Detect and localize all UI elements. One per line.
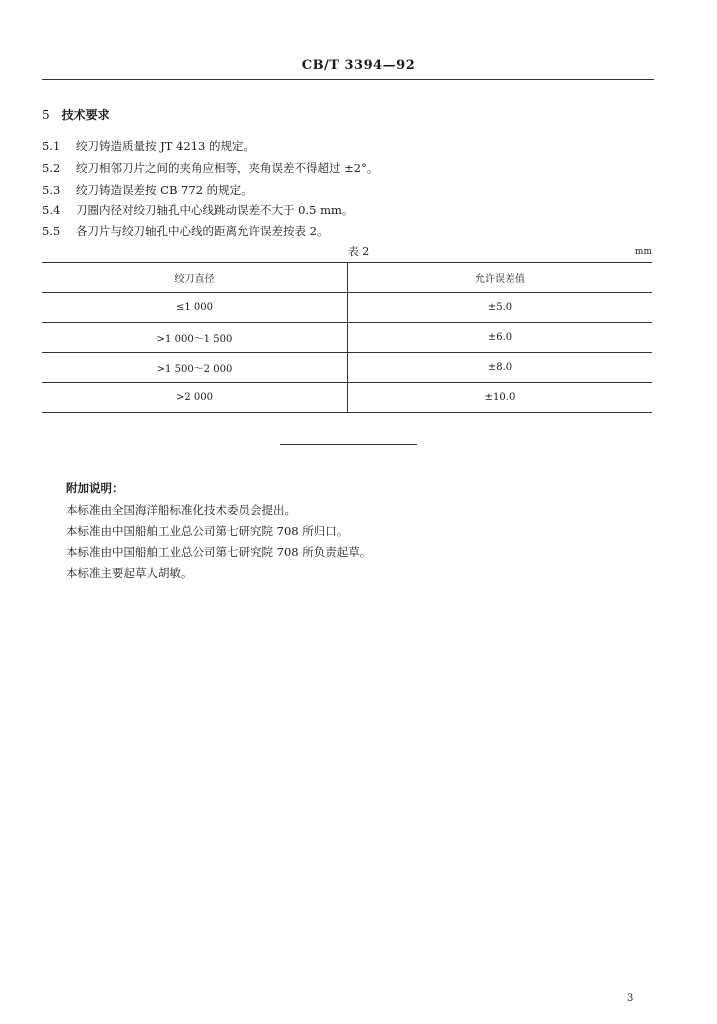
clause-5-3	[42, 182, 253, 198]
table-row	[42, 293, 652, 323]
clause-5-2	[42, 160, 378, 176]
note-line: 本标准由中国船舶工业总公司第七研究院 708 所归口。	[66, 524, 349, 538]
clause-text: 刀圈内径对绞刀轴孔中心线跳动误差不大于 0.5 mm。	[76, 203, 354, 217]
table-row	[42, 323, 652, 353]
cell-diameter: >1 500～2 000	[42, 353, 348, 383]
table-caption: 表 2	[347, 245, 370, 258]
clause-text: 绞刀铸造误差按 CB 772 的规定。	[76, 183, 253, 197]
page-number: 3	[627, 993, 634, 1004]
cell-tolerance: ±6.0	[487, 332, 513, 343]
cell-tolerance: ±10.0	[484, 392, 516, 403]
cell-diameter: >1 000～1 500	[42, 323, 348, 353]
document-header-title: CB/T 3394—92	[301, 58, 416, 73]
clause-number: 5.5	[42, 224, 61, 238]
cell-tolerance: ±8.0	[487, 362, 513, 373]
header-tolerance: 允许误差值	[475, 274, 525, 285]
table-row	[42, 383, 652, 413]
clause-text: 绞刀铸造质量按 JT 4213 的规定。	[76, 139, 256, 153]
clause-5-4	[42, 202, 353, 218]
cell-diameter: ≤1 000	[42, 293, 348, 323]
header-divider	[42, 79, 654, 80]
section-number: 5	[42, 108, 50, 122]
cell-diameter: >2 000	[42, 383, 348, 413]
clause-text: 各刀片与绞刀轴孔中心线的距离允许误差按表 2。	[76, 224, 329, 238]
header-diameter: 绞刀直径	[42, 263, 348, 293]
table-row	[42, 353, 652, 383]
section-heading	[42, 106, 110, 123]
clause-number: 5.3	[42, 183, 61, 197]
clause-number: 5.1	[42, 139, 61, 153]
note-line: 本标准由中国船舶工业总公司第七研究院 708 所负责起草。	[66, 545, 372, 559]
end-divider	[280, 444, 417, 445]
section-title: 技术要求	[61, 108, 110, 122]
tolerance-table	[42, 262, 652, 413]
note-line: 本标准由全国海洋船标准化技术委员会提出。	[66, 503, 296, 517]
clause-text: 绞刀相邻刀片之间的夹角应相等，夹角误差不得超过 ±2°。	[76, 161, 379, 175]
clause-5-5	[42, 223, 328, 239]
cell-tolerance: ±5.0	[487, 302, 513, 313]
note-line: 本标准主要起草人胡敏。	[66, 566, 193, 580]
table-header-row	[42, 263, 652, 293]
clause-number: 5.2	[42, 161, 61, 175]
table-unit: mm	[634, 247, 652, 257]
clause-5-1	[42, 138, 255, 154]
clause-number: 5.4	[42, 203, 61, 217]
notes-title: 附加说明：	[66, 481, 124, 495]
